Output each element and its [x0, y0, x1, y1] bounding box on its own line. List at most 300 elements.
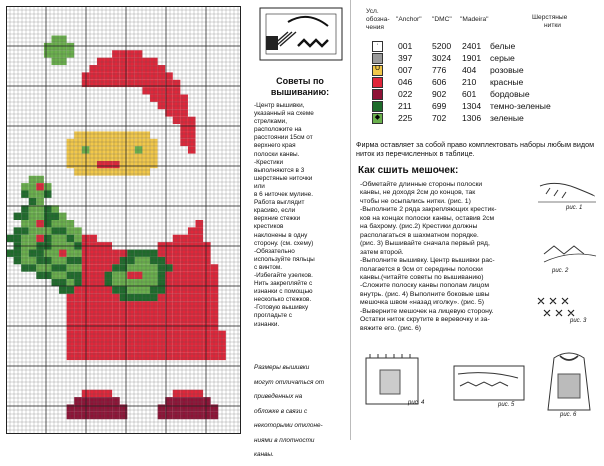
- stitch-cell: [112, 117, 120, 124]
- stitch-cell: [142, 338, 150, 345]
- stitch-cell: [158, 213, 166, 220]
- stitch-cell: [127, 220, 135, 227]
- stitch-cell: [59, 43, 67, 50]
- stitch-cell: [105, 220, 113, 227]
- stitch-cell: [180, 190, 188, 197]
- stitch-cell: [67, 345, 75, 352]
- stitch-cell: [105, 168, 113, 175]
- stitch-cell: [105, 301, 113, 308]
- howto-line: ков на концах полоски канвы, оставив 2см: [360, 214, 495, 222]
- stitch-cell: [105, 316, 113, 323]
- stitch-cell: [188, 316, 196, 323]
- stitch-cell: [112, 154, 120, 161]
- stitch-cell: [150, 124, 158, 131]
- stitch-cell: [82, 331, 90, 338]
- stitch-cell: [135, 235, 143, 242]
- stitch-cell: [82, 345, 90, 352]
- stitch-cell: [158, 220, 166, 227]
- stitch-cell: [127, 309, 135, 316]
- stitch-cell: [112, 109, 120, 116]
- stitch-cell: [142, 117, 150, 124]
- stitch-cell: [105, 264, 113, 271]
- stitch-cell: [180, 279, 188, 286]
- stitch-cell: [158, 117, 166, 124]
- stitch-cell: [180, 102, 188, 109]
- stitch-cell: [142, 309, 150, 316]
- stitch-cell: [142, 235, 150, 242]
- stitch-cell: [158, 279, 166, 286]
- stitch-cell: [59, 220, 67, 227]
- stitch-cell: [150, 109, 158, 116]
- stitch-cell: [82, 264, 90, 271]
- stitch-cell: [112, 316, 120, 323]
- stitch-cell: [188, 220, 196, 227]
- legend-anchor: 225: [398, 113, 413, 123]
- stitch-cell: [180, 183, 188, 190]
- stitch-cell: [82, 316, 90, 323]
- stitch-cell: [127, 65, 135, 72]
- stitch-cell: [112, 250, 120, 257]
- stitch-cell: [135, 301, 143, 308]
- stitch-cell: [67, 316, 75, 323]
- stitch-cell: [158, 190, 166, 197]
- stitch-cell: [82, 404, 90, 411]
- stitch-cell: [211, 323, 219, 330]
- stitch-cell: [158, 316, 166, 323]
- stitch-cell: [180, 338, 188, 345]
- stitch-cell: [36, 264, 44, 271]
- stitch-cell: [135, 227, 143, 234]
- stitch-cell: [36, 213, 44, 220]
- legend-name: бордовые: [490, 89, 530, 99]
- stitch-cell: [211, 345, 219, 352]
- stitch-cell: [82, 87, 90, 94]
- stitch-cell: [203, 301, 211, 308]
- stitch-cell: [150, 154, 158, 161]
- stitch-cell: [105, 331, 113, 338]
- stitch-cell: [89, 323, 97, 330]
- stitch-cell: [142, 95, 150, 102]
- stitch-cell: [89, 345, 97, 352]
- stitch-cell: [135, 154, 143, 161]
- stitch-cell: [142, 139, 150, 146]
- stitch-cell: [105, 227, 113, 234]
- stitch-cell: [188, 279, 196, 286]
- stitch-cell: [112, 95, 120, 102]
- stitch-cell: [127, 331, 135, 338]
- stitch-cell: [67, 43, 75, 50]
- stitch-cell: [82, 250, 90, 257]
- stitch-cell: [127, 183, 135, 190]
- stitch-cell: [142, 220, 150, 227]
- stitch-cell: [135, 58, 143, 65]
- stitch-cell: [188, 139, 196, 146]
- stitch-cell: [21, 235, 29, 242]
- stitch-cell: [89, 65, 97, 72]
- stitch-cell: [67, 190, 75, 197]
- stitch-cell: [105, 323, 113, 330]
- stitch-cell: [142, 58, 150, 65]
- legend-anchor: 397: [398, 53, 413, 63]
- stitch-cell: [127, 323, 135, 330]
- stitch-cell: [150, 235, 158, 242]
- stitch-cell: [158, 375, 166, 382]
- stitch-cell: [105, 279, 113, 286]
- stitch-cell: [142, 190, 150, 197]
- stitch-cell: [89, 294, 97, 301]
- stitch-cell: [188, 345, 196, 352]
- stitch-cell: [67, 368, 75, 375]
- stitch-cell: [112, 368, 120, 375]
- legend-madeira: 2401: [462, 41, 482, 51]
- stitch-cell: [180, 117, 188, 124]
- symbols-header: Усл. обозна- чения: [366, 8, 390, 31]
- stitch-cell: [127, 168, 135, 175]
- stitch-cell: [180, 95, 188, 102]
- stitch-cell: [150, 264, 158, 271]
- stitch-cell: [135, 375, 143, 382]
- wool-header: Шерстяные нитки: [532, 14, 568, 29]
- stitch-cell: [89, 309, 97, 316]
- stitch-cell: [180, 331, 188, 338]
- stitch-cell: [105, 65, 113, 72]
- stitch-cell: [105, 213, 113, 220]
- stitch-cell: [67, 102, 75, 109]
- stitch-cell: [150, 87, 158, 94]
- stitch-cell: [82, 72, 90, 79]
- stitch-cell: [158, 183, 166, 190]
- stitch-cell: [158, 65, 166, 72]
- stitch-cell: [188, 323, 196, 330]
- legend-madeira: 1306: [462, 113, 482, 123]
- stitch-cell: [105, 131, 113, 138]
- stitch-cell: [127, 360, 135, 367]
- howto-line: -Сложите полоску канвы пополам лицом: [360, 282, 489, 290]
- stitch-cell: [180, 227, 188, 234]
- stitch-cell: [36, 220, 44, 227]
- stitch-cell: [142, 331, 150, 338]
- stitch-cell: [158, 301, 166, 308]
- stitch-cell: [112, 87, 120, 94]
- tips-line: с винтом.: [254, 263, 283, 271]
- stitch-cell: [36, 250, 44, 257]
- stitch-cell: [135, 131, 143, 138]
- stitch-cell: [36, 183, 44, 190]
- stitch-cell: [211, 316, 219, 323]
- tips-line: несколько стежков.: [254, 296, 312, 304]
- stitch-cell: [59, 213, 67, 220]
- stitch-cell: [89, 102, 97, 109]
- stitch-cell: [112, 375, 120, 382]
- stitch-cell: [89, 220, 97, 227]
- stitch-cell: [135, 279, 143, 286]
- tips-line: верхние стежки: [254, 215, 301, 223]
- tips-title: Советы по вышиванию:: [270, 76, 330, 97]
- stitch-cell: [89, 154, 97, 161]
- stitch-cell: [67, 227, 75, 234]
- stitch-cell: [59, 235, 67, 242]
- stitch-cell: [105, 154, 113, 161]
- stitch-cell: [67, 117, 75, 124]
- stitch-cell: [59, 117, 67, 124]
- stitch-cell: [67, 309, 75, 316]
- stitch-cell: [67, 338, 75, 345]
- stitch-cell: [105, 412, 113, 419]
- stitch-cell: [188, 404, 196, 411]
- legend-name: серые: [490, 53, 515, 63]
- stitch-cell: [158, 250, 166, 257]
- stitch-cell: [188, 338, 196, 345]
- stitch-cell: [82, 235, 90, 242]
- stitch-cell: [89, 124, 97, 131]
- stitch-cell: [14, 235, 22, 242]
- stitch-cell: [203, 412, 211, 419]
- stitch-cell: [150, 190, 158, 197]
- stitch-cell: [21, 250, 29, 257]
- legend-dmc: 702: [432, 113, 447, 123]
- stitch-cell: [180, 250, 188, 257]
- stitch-cell: [203, 345, 211, 352]
- stitch-cell: [105, 250, 113, 257]
- stitch-cell: [14, 227, 22, 234]
- stitch-cell: [203, 264, 211, 271]
- howto-line: вяжите его. (рис. 6): [360, 324, 421, 332]
- stitch-cell: [89, 139, 97, 146]
- stitch-cell: [14, 213, 22, 220]
- stitch-cell: [112, 183, 120, 190]
- stitch-cell: [112, 301, 120, 308]
- stitch-cell: [112, 168, 120, 175]
- stitch-cell: [188, 375, 196, 382]
- stitch-cell: [82, 375, 90, 382]
- stitch-cell: [112, 360, 120, 367]
- swatch-mark: ◆: [374, 114, 381, 121]
- legend-dmc: 776: [432, 65, 447, 75]
- stitch-cell: [180, 375, 188, 382]
- stitch-cell: [82, 412, 90, 419]
- stitch-cell: [150, 368, 158, 375]
- stitch-cell: [89, 117, 97, 124]
- tips-line: изнанки с помощью: [254, 288, 313, 296]
- stitch-cell: [127, 131, 135, 138]
- legend-anchor: 007: [398, 65, 413, 75]
- stitch-cell: [67, 235, 75, 242]
- stitch-cell: [135, 360, 143, 367]
- stitch-cell: [180, 109, 188, 116]
- stitch-cell: [188, 368, 196, 375]
- howto-line: чтобы не осыпались нитки. (рис. 1): [360, 197, 471, 205]
- size-note-line: канвы.: [254, 451, 274, 459]
- legend-row: [366, 100, 598, 112]
- stitch-cell: [44, 43, 52, 50]
- stitch-cell: [82, 220, 90, 227]
- stitch-cell: [211, 264, 219, 271]
- tips-line: -Центр вышивки,: [254, 102, 305, 109]
- color-swatch: [372, 65, 383, 76]
- stitch-cell: [36, 227, 44, 234]
- stitch-cell: [112, 131, 120, 138]
- stitch-cell: [135, 87, 143, 94]
- stitch-cell: [188, 309, 196, 316]
- stitch-cell: [180, 404, 188, 411]
- stitch-cell: [211, 404, 219, 411]
- stitch-cell: [112, 213, 120, 220]
- stitch-cell: [105, 117, 113, 124]
- stitch-cell: [142, 65, 150, 72]
- stitch-cell: [135, 345, 143, 352]
- stitch-cell: [135, 139, 143, 146]
- stitch-cell: [150, 375, 158, 382]
- stitch-cell: [180, 368, 188, 375]
- stitch-cell: [59, 183, 67, 190]
- stitch-cell: [82, 301, 90, 308]
- stitch-cell: [82, 338, 90, 345]
- fig6-caption: рис. 6: [560, 412, 577, 418]
- stitch-cell: [203, 294, 211, 301]
- stitch-cell: [180, 360, 188, 367]
- stitch-cell: [82, 294, 90, 301]
- stitch-cell: [150, 168, 158, 175]
- legend-madeira: 1304: [462, 101, 482, 111]
- stitch-cell: [89, 338, 97, 345]
- stitch-cell: [89, 168, 97, 175]
- stitch-cell: [127, 316, 135, 323]
- legend-madeira: 404: [462, 65, 477, 75]
- stitch-cell: [158, 72, 166, 79]
- stitch-cell: [142, 368, 150, 375]
- howto-line: (рис. 3) Вышивайте сначала первый ряд,: [360, 240, 490, 248]
- size-note-line: могут отличаться от: [254, 378, 325, 386]
- stitch-cell: [89, 331, 97, 338]
- stitch-cell: [67, 360, 75, 367]
- tips-line: полоски канвы.: [254, 150, 300, 158]
- stitch-cell: [112, 190, 120, 197]
- stitch-cell: [21, 183, 29, 190]
- stitch-cell: [135, 250, 143, 257]
- stitch-cell: [82, 390, 90, 397]
- stitch-cell: [158, 338, 166, 345]
- tips-line: -Крестики: [254, 158, 284, 166]
- stitch-cell: [89, 279, 97, 286]
- stitch-cell: [158, 323, 166, 330]
- tips-line: крестиков: [254, 223, 284, 231]
- stitch-cell: [158, 154, 166, 161]
- swatch-mark: U: [374, 65, 381, 72]
- legend-dmc: 699: [432, 101, 447, 111]
- stitch-cell: [67, 220, 75, 227]
- stitch-cell: [67, 264, 75, 271]
- stitch-cell: [89, 404, 97, 411]
- stitch-cell: [188, 227, 196, 234]
- stitch-cell: [89, 412, 97, 419]
- stitch-cell: [135, 198, 143, 205]
- stitch-cell: [142, 198, 150, 205]
- tips-line: выполняются в 3: [254, 166, 305, 174]
- stitch-cell: [135, 190, 143, 197]
- legend-name: зеленые: [490, 113, 524, 123]
- howto-line: -Выполните 2 ряда закрепляющих крестик-: [360, 206, 497, 214]
- color-swatch: [372, 77, 383, 88]
- legend-madeira: 601: [462, 89, 477, 99]
- stitch-cell: [59, 279, 67, 286]
- stitch-cell: [203, 309, 211, 316]
- legend-dmc: 3024: [432, 53, 452, 63]
- stitch-cell: [203, 323, 211, 330]
- stitch-cell: [89, 183, 97, 190]
- stitch-cell: [127, 72, 135, 79]
- color-swatch: [372, 89, 383, 100]
- stitch-cell: [36, 198, 44, 205]
- stitch-cell: [59, 58, 67, 65]
- stitch-cell: [142, 109, 150, 116]
- stitch-cell: [59, 131, 67, 138]
- stitch-cell: [36, 235, 44, 242]
- stitch-cell: [188, 264, 196, 271]
- stitch-cell: [150, 294, 158, 301]
- stitch-cell: [158, 235, 166, 242]
- stitch-cell: [127, 198, 135, 205]
- stitch-cell: [150, 183, 158, 190]
- stitch-cell: [105, 338, 113, 345]
- stitch-cell: [112, 323, 120, 330]
- stitch-cell: [158, 95, 166, 102]
- stitch-cell: [135, 109, 143, 116]
- stitch-cell: [67, 168, 75, 175]
- stitch-cell: [112, 404, 120, 411]
- stitch-cell: [142, 360, 150, 367]
- stitch-cell: [180, 390, 188, 397]
- tips-line: сторону. (см. схему): [254, 239, 314, 247]
- stitch-cell: [127, 190, 135, 197]
- legend-header: [366, 4, 598, 40]
- stitch-cell: [112, 227, 120, 234]
- stitch-cell: [142, 279, 150, 286]
- stitch-cell: [82, 309, 90, 316]
- tips-line: стрелками,: [254, 118, 287, 126]
- stitch-cell: [180, 323, 188, 330]
- anchor-header: "Anchor": [396, 16, 422, 23]
- tips-line: расположите на: [254, 126, 302, 134]
- stitch-cell: [89, 198, 97, 205]
- stitch-cell: [112, 198, 120, 205]
- howto-line: -Выполните вышивку. Центр вышивки рас-: [360, 257, 495, 265]
- stitch-cell: [44, 227, 52, 234]
- stitch-cell: [44, 183, 52, 190]
- stitch-cell: [105, 124, 113, 131]
- stitch-cell: [188, 294, 196, 301]
- stitch-cell: [211, 309, 219, 316]
- tips-line: Работа выглядит: [254, 199, 305, 207]
- stitch-cell: [180, 316, 188, 323]
- stitch-cell: [127, 294, 135, 301]
- fig2-caption: рис. 2: [552, 268, 569, 274]
- stitch-cell: [203, 250, 211, 257]
- stitch-cell: [112, 65, 120, 72]
- stitch-cell: [188, 124, 196, 131]
- stitch-cell: [142, 213, 150, 220]
- tips-line: в 6 ниточек мулине.: [254, 191, 314, 199]
- stitch-cell: [67, 250, 75, 257]
- stitch-cell: [150, 102, 158, 109]
- stitch-cell: [67, 124, 75, 131]
- stitch-cell: [67, 154, 75, 161]
- stitch-cell: [211, 375, 219, 382]
- stitch-cell: [203, 368, 211, 375]
- stitch-cell: [135, 338, 143, 345]
- stitch-cell: [112, 235, 120, 242]
- tips-line: шерстяные ниточки: [254, 174, 313, 182]
- stitch-cell: [105, 139, 113, 146]
